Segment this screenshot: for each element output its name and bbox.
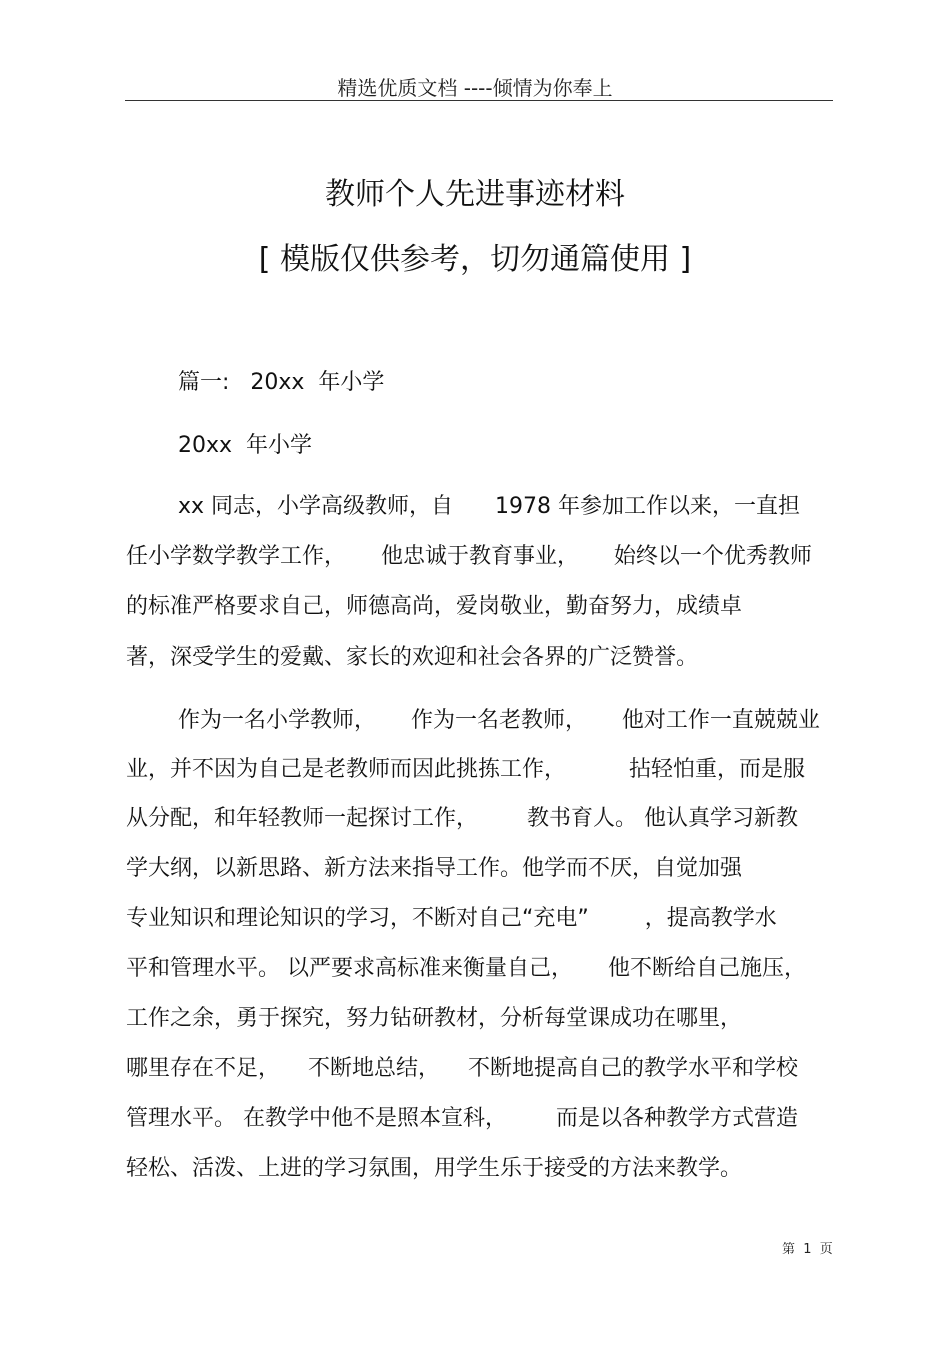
paragraph-line: 轻松、活泼、上进的学习氛围，用学生乐于接受的方法来教学。 [126,1156,743,1181]
paragraph-line: 专业知识和理论知识的学习，不断对自己“充电” ，提高教学水 [126,906,777,931]
paragraph-line: 著，深受学生的爱戴、家长的欢迎和社会各界的广泛赞誉。 [126,645,699,670]
paragraph-line: xx 同志，小学高级教师，自 1978 年参加工作以来，一直担 [178,494,800,519]
page-number: 第 1 页 [782,1242,833,1257]
paragraph-line: 的标准严格要求自己，师德高尚，爱岗敬业，勤奋努力，成绩卓 [126,594,743,619]
section-heading: 篇一: 20xx 年小学 [178,370,385,395]
paragraph-line: 学大纲，以新思路、新方法来指导工作。他学而不厌，自觉加强 [126,856,743,881]
paragraph-line: 平和管理水平。 以严要求高标准来衡量自己， 他不断给自己施压， [126,956,806,981]
document-subtitle: [ 模版仅供参考，切勿通篇使用 ] [258,242,692,277]
paragraph-line: 作为一名小学教师， 作为一名老教师， 他对工作一直兢兢业 [178,708,820,733]
paragraph-line: 业，并不因为自己是老教师而因此挑拣工作， 拈轻怕重，而是服 [126,757,805,782]
header-divider [125,100,833,101]
paragraph-line: 任小学数学教学工作， 他忠诚于教育事业， 始终以一个优秀教师 [126,544,812,569]
page-header: 精选优质文档 ----倾情为你奉上 [337,76,613,100]
paragraph-line: 工作之余，勇于探究，努力钻研教材，分析每堂课成功在哪里， [126,1006,743,1031]
section-subheading: 20xx 年小学 [178,433,313,458]
paragraph-line: 哪里存在不足， 不断地总结， 不断地提高自己的教学水平和学校 [126,1056,798,1081]
paragraph-line: 从分配，和年轻教师一起探讨工作， 教书育人。 他认真学习新教 [126,806,798,831]
paragraph-line: 管理水平。 在教学中他不是照本宣科， 而是以各种教学方式营造 [126,1106,798,1131]
document-title: 教师个人先进事迹材料 [325,177,625,212]
